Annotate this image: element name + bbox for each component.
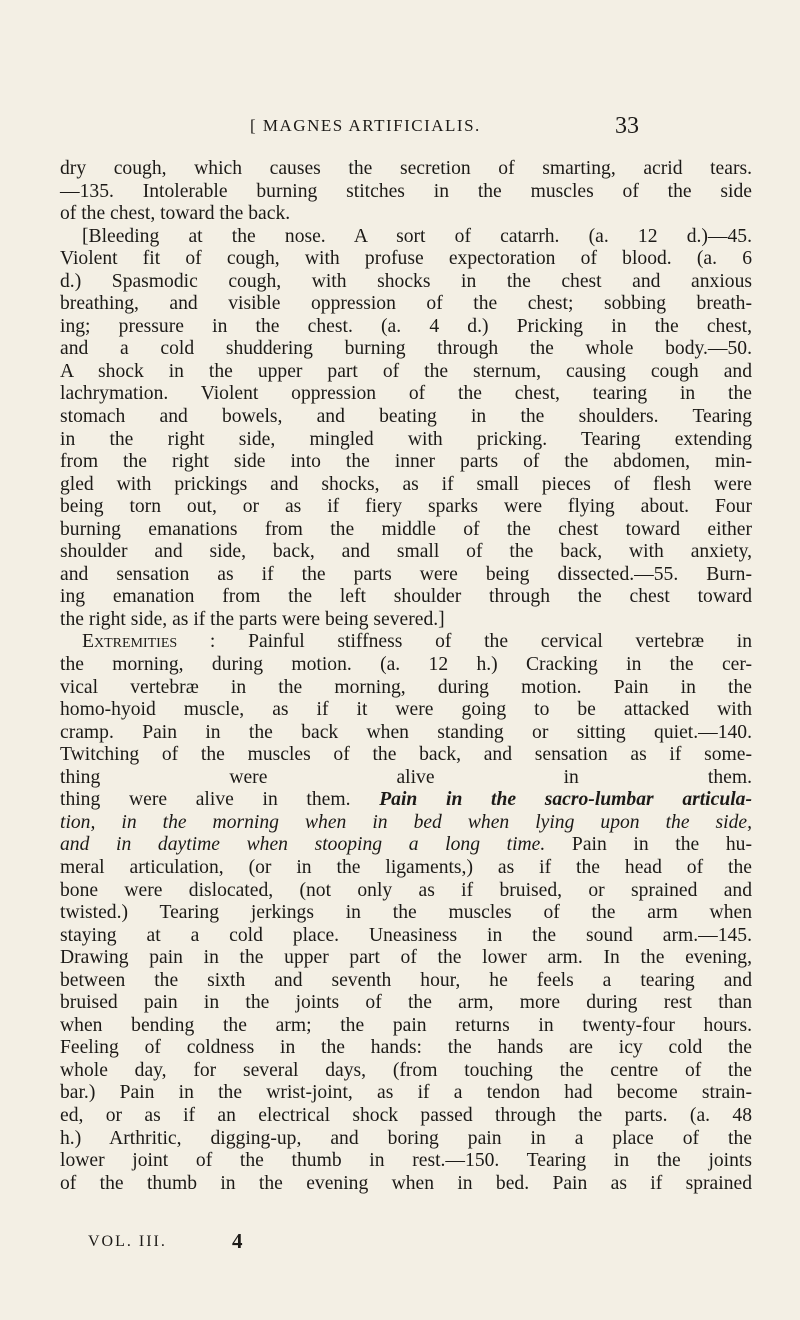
text-line [60, 631, 752, 654]
text-line: vical vertebræ in the morning, during motion. Pain in the [60, 676, 752, 698]
text-line: bruised pain in the joints of the arm, more during rest than [60, 992, 752, 1014]
text-line: lachrymation. Violent oppression of the chest, tearing in the [60, 383, 752, 405]
text-line: ed, or as if an electrical shock passed through the parts. (a. 48 [60, 1104, 752, 1126]
volume-label: VOL. III. [88, 1233, 167, 1250]
text-line: from the right side into the inner parts of the abdomen, min- [60, 451, 752, 473]
text-line: Drawing pain in the upper part of the lower arm. In the evening, [60, 947, 752, 969]
text-line: thing were alive in them. [60, 766, 752, 788]
signature-mark: 4 [232, 1229, 243, 1253]
text-line: —135. Intolerable burning stitches in the muscles of the side [60, 180, 752, 202]
text-line: bone were dislocated, (not only as if bruised, or sprained and [60, 879, 752, 901]
text-line: whole day, for several days, (from touching the centre of the [60, 1059, 752, 1081]
text-line: of the thumb in the evening when in bed. Pain as if sprained [60, 1172, 752, 1194]
text-line: and a cold shuddering burning through the whole body.—50. [60, 338, 752, 360]
body-text [60, 158, 752, 1195]
text-span: Pain in the hu- [545, 834, 752, 856]
text-line: and sensation as if the parts were being dissected.—55. Burn- [60, 563, 752, 585]
text-line: ing; pressure in the chest. (a. 4 d.) Pricking in the chest, [60, 315, 752, 337]
italic-text: tion, in the morning when in bed when lying upon the side, [60, 811, 752, 833]
text-line: when bending the arm; the pain returns in twenty-four hours. [60, 1014, 752, 1036]
text-line: the right side, as if the parts were being severed.] [60, 608, 445, 630]
text-line: shoulder and side, back, and small of the back, with anxiety, [60, 541, 752, 563]
text-line: gled with prickings and shocks, as if small pieces of flesh were [60, 473, 752, 495]
text-line: breathing, and visible oppression of the chest; sobbing breath- [60, 293, 752, 315]
text-span: thing were alive in them. [60, 789, 380, 811]
text-line [60, 789, 752, 812]
text-line: h.) Arthritic, digging-up, and boring pain in a place of the [60, 1127, 752, 1149]
text-line: lower joint of the thumb in rest.—150. Tearing in the joints [60, 1150, 752, 1172]
text-line: homo-hyoid muscle, as if it were going to be attacked with [60, 699, 752, 721]
text-line: twisted.) Tearing jerkings in the muscles of the arm when [60, 902, 752, 924]
text-line: between the sixth and seventh hour, he feels a tearing and [60, 969, 752, 991]
text-line: staying at a cold place. Uneasiness in the sound arm.—145. [60, 924, 752, 946]
text-line: Twitching of the muscles of the back, and sensation as if some- [60, 744, 752, 766]
text-line: [Bleeding at the nose. A sort of catarrh. (a. 12 d.)—45. [82, 225, 752, 247]
text-line: in the right side, mingled with pricking. Tearing extending [60, 428, 752, 450]
text-line: being torn out, or as if fiery sparks were flying about. Four [60, 496, 752, 518]
text-line [60, 834, 752, 857]
page-number: 33 [615, 113, 639, 139]
text-line: of the chest, toward the back. [60, 203, 291, 225]
text-line: d.) Spasmodic cough, with shocks in the chest and anxious [60, 270, 752, 292]
text-line [60, 812, 752, 835]
text-line: cramp. Pain in the back when standing or sitting quiet.—140. [60, 721, 752, 743]
text-line: stomach and bowels, and beating in the shoulders. Tearing [60, 406, 752, 428]
text-line: burning emanations from the middle of the chest toward either [60, 518, 752, 540]
text-line: meral articulation, (or in the ligaments,) as if the head of the [60, 856, 752, 878]
text-line: bar.) Pain in the wrist-joint, as if a tendon had become strain- [60, 1082, 752, 1104]
section-heading: Extremities [82, 631, 178, 653]
text-line: Violent fit of cough, with profuse expectoration of blood. (a. 6 [60, 248, 752, 270]
italic-text: and in daytime when stooping a long time. [60, 834, 546, 856]
text-line: the morning, during motion. (a. 12 h.) Cracking in the cer- [60, 654, 752, 676]
text-line: ing emanation from the left shoulder through the chest toward [60, 586, 752, 608]
text-line: dry cough, which causes the secretion of smarting, acrid tears. [60, 158, 752, 179]
text-line: A shock in the upper part of the sternum, causing cough and [60, 360, 752, 382]
emphasized-text: Pain in the sacro-lumbar articula- [379, 789, 752, 811]
text-span: : Painful stiffness of the cervical vertebræ in [177, 631, 752, 653]
running-head: [ MAGNES ARTIFICIALIS. [250, 116, 481, 135]
text-line: Feeling of coldness in the hands: the hands are icy cold the [60, 1037, 752, 1059]
